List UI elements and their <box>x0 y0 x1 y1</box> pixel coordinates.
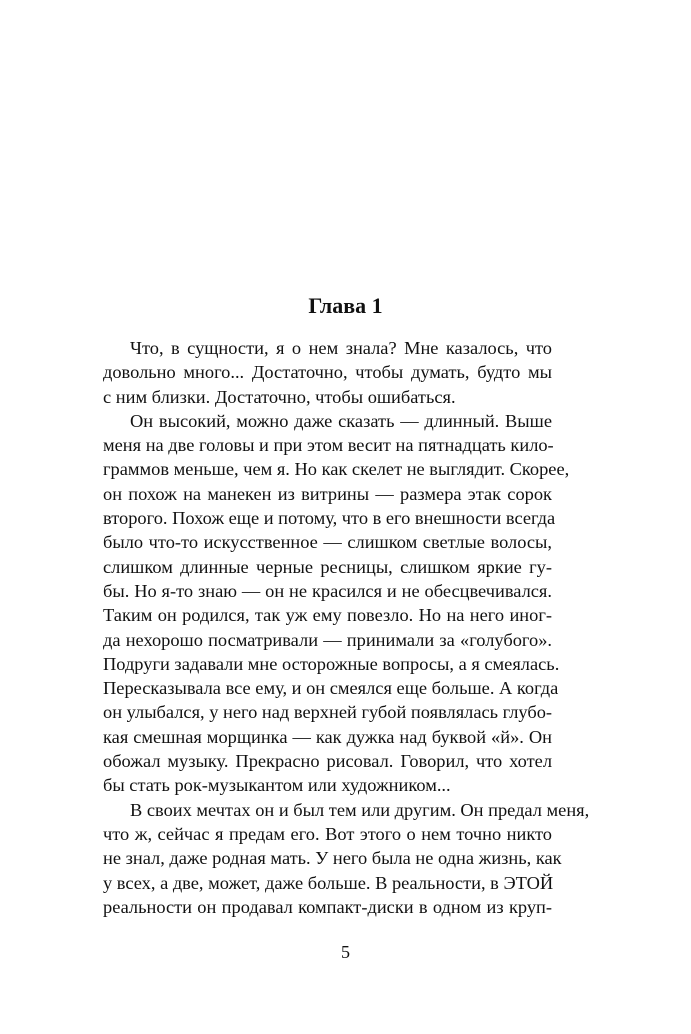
body-text <box>103 336 590 919</box>
chapter-title: Глава 1 <box>308 293 383 318</box>
text-line: меня на две головы и при этом весит на пятнадцать кило- <box>103 435 554 456</box>
text-line: бы стать рок-музыкантом или художником... <box>103 775 451 796</box>
text-line: не знал, даже родная мать. У него была не одна жизнь, как <box>103 848 562 869</box>
text-line: граммов меньше, чем я. Но как скелет не выглядит. Скорее, <box>103 459 570 480</box>
text-line: обожал музыку. Прекрасно рисовал. Говорил, что хотел <box>103 751 552 772</box>
text-line: да нехорошо посматривали — принимали за «голубого». <box>103 629 552 650</box>
text-line: кая смешная морщинка — как дужка над буквой «й». Он <box>103 726 552 747</box>
text-line: Пересказывала все ему, и он смеялся еще больше. А когда <box>103 678 559 699</box>
text-line: реальности он продавал компакт-диски в одном из круп- <box>103 896 552 917</box>
text-line: второго. Похож еще и потому, что в его внешности всегда <box>103 508 556 529</box>
text-line: Таким он родился, так уж ему повезло. Но на него иног- <box>103 605 552 626</box>
text-line: довольно много... Достаточно, чтобы думать, будто мы <box>103 362 552 383</box>
text-line: Он высокий, можно даже сказать — длинный. Выше <box>130 410 552 431</box>
text-line: Что, в сущности, я о нем знала? Мне казалось, что <box>130 338 552 358</box>
text-line: с ним близки. Достаточно, чтобы ошибаться. <box>103 386 456 407</box>
text-line: В своих мечтах он и был тем или другим. Он предал меня, <box>130 799 590 820</box>
page-number: 5 <box>341 942 350 962</box>
text-line: что ж, сейчас я предам его. Вот этого о нем точно никто <box>103 823 552 844</box>
text-line: у всех, а две, может, даже больше. В реальности, в ЭТОЙ <box>103 872 554 893</box>
text-line: он улыбался, у него над верхней губой появлялась глубо- <box>103 702 553 723</box>
text-line: бы. Но я-то знаю — он не красился и не обесцвечивался. <box>103 580 552 601</box>
text-line: было что-то искусственное — слишком светлые волосы, <box>103 532 552 553</box>
text-line: он похож на манекен из витрины — размера этак сорок <box>103 483 552 504</box>
text-line: Подруги задавали мне осторожные вопросы, а я смеялась. <box>103 653 560 674</box>
text-line: слишком длинные черные ресницы, слишком яркие гу- <box>103 556 552 577</box>
